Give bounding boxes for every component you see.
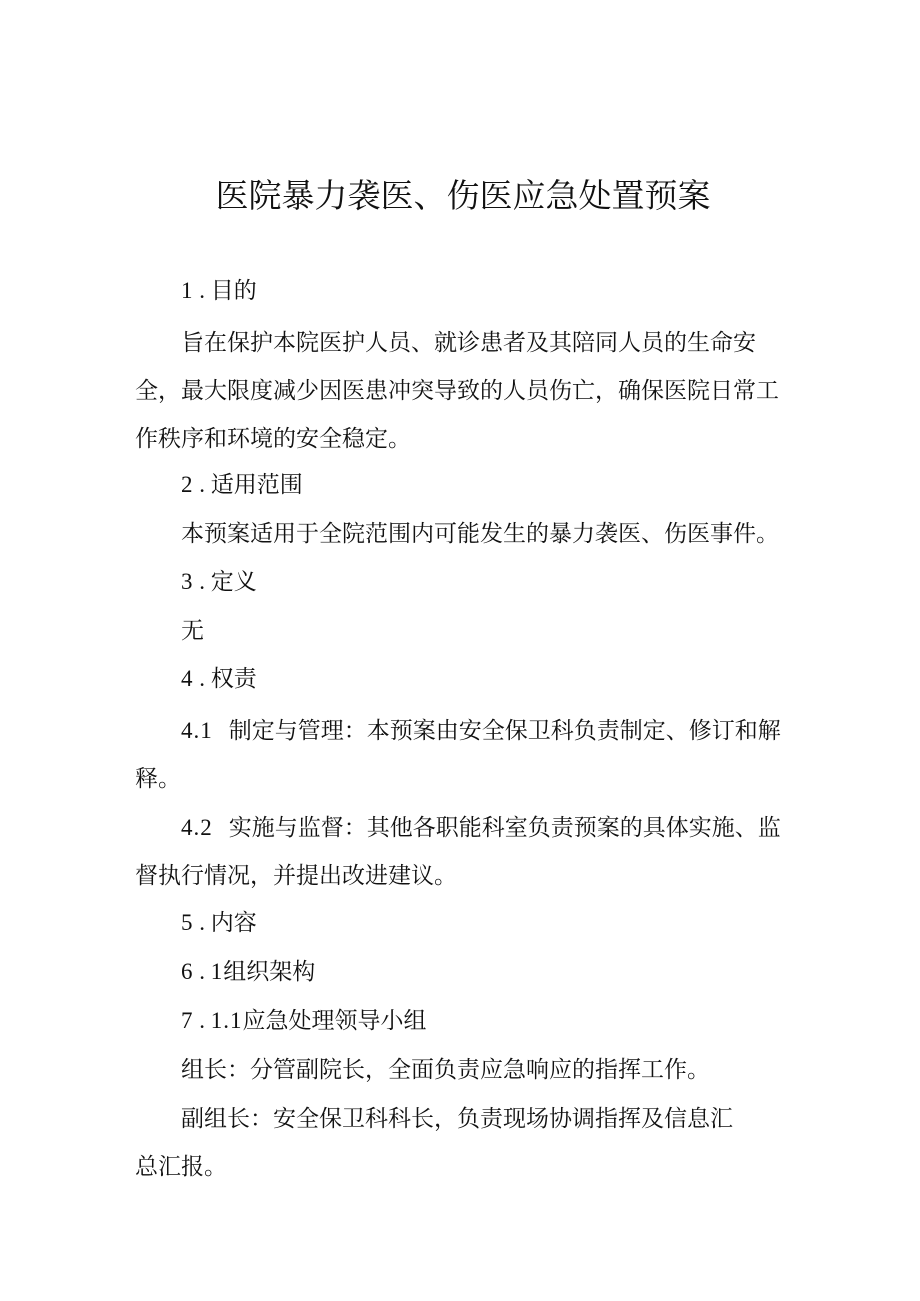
- section-1-heading: 1 . 目的: [181, 278, 257, 304]
- section-3-heading: 3 . 定义: [181, 569, 257, 595]
- subsection-body: 实施与监督：其他各职能科室负责预案的具体实施、监督执行情况，并提出改进建议。: [135, 815, 781, 889]
- section-label: 内容: [210, 910, 257, 936]
- section-1-body: 旨在保护本院医护人员、就诊患者及其陪同人员的生命安全，最大限度减少因医患冲突导致的人员伤亡，确保医院日常工作秩序和环境的安全稳定。: [135, 330, 779, 452]
- section-subnumber: 1: [210, 959, 224, 984]
- subsection-number: 4.1: [181, 718, 213, 743]
- section-5-heading: 5 . 内容: [181, 910, 257, 936]
- section-4-heading: 4 . 权责: [181, 666, 257, 692]
- team-leader-line: 组长：分管副院长，全面负责应急响应的指挥工作。: [181, 1057, 710, 1083]
- section-3-body: 无: [181, 618, 204, 644]
- section-label: 定义: [210, 569, 257, 595]
- section-label: 组织架构: [223, 959, 316, 985]
- document-title: 医院暴力袭医、伤医应急处置预案: [215, 176, 711, 215]
- section-label: 目的: [210, 278, 257, 304]
- section-4-1: [135, 707, 795, 803]
- section-4-2: [135, 804, 795, 900]
- subsection-number: 4.2: [181, 815, 213, 840]
- section-number: 4: [181, 666, 194, 691]
- section-label: 应急处理领导小组: [242, 1008, 427, 1034]
- section-number: 1: [181, 278, 194, 303]
- section-6-heading: 6 . 1组织架构: [181, 959, 316, 985]
- subsection-body: 制定与管理：本预案由安全保卫科负责制定、修订和解释。: [135, 718, 781, 792]
- section-number: 2: [181, 472, 194, 497]
- section-label: 权责: [210, 666, 257, 692]
- section-number: 6: [181, 959, 194, 984]
- section-2-body: 本预案适用于全院范围内可能发生的暴力袭医、伤医事件。: [181, 521, 779, 547]
- section-number: 3: [181, 569, 194, 594]
- section-7-heading: 7 . 1.1应急处理领导小组: [181, 1008, 427, 1034]
- section-number: 5: [181, 910, 194, 935]
- deputy-leader-line: 副组长：安全保卫科科长，负责现场协调指挥及信息汇总汇报。: [135, 1106, 733, 1180]
- section-label: 适用范围: [210, 472, 303, 498]
- section-2-heading: 2 . 适用范围: [181, 472, 303, 498]
- section-number: 7: [181, 1008, 194, 1033]
- section-subnumber: 1.1: [210, 1008, 243, 1033]
